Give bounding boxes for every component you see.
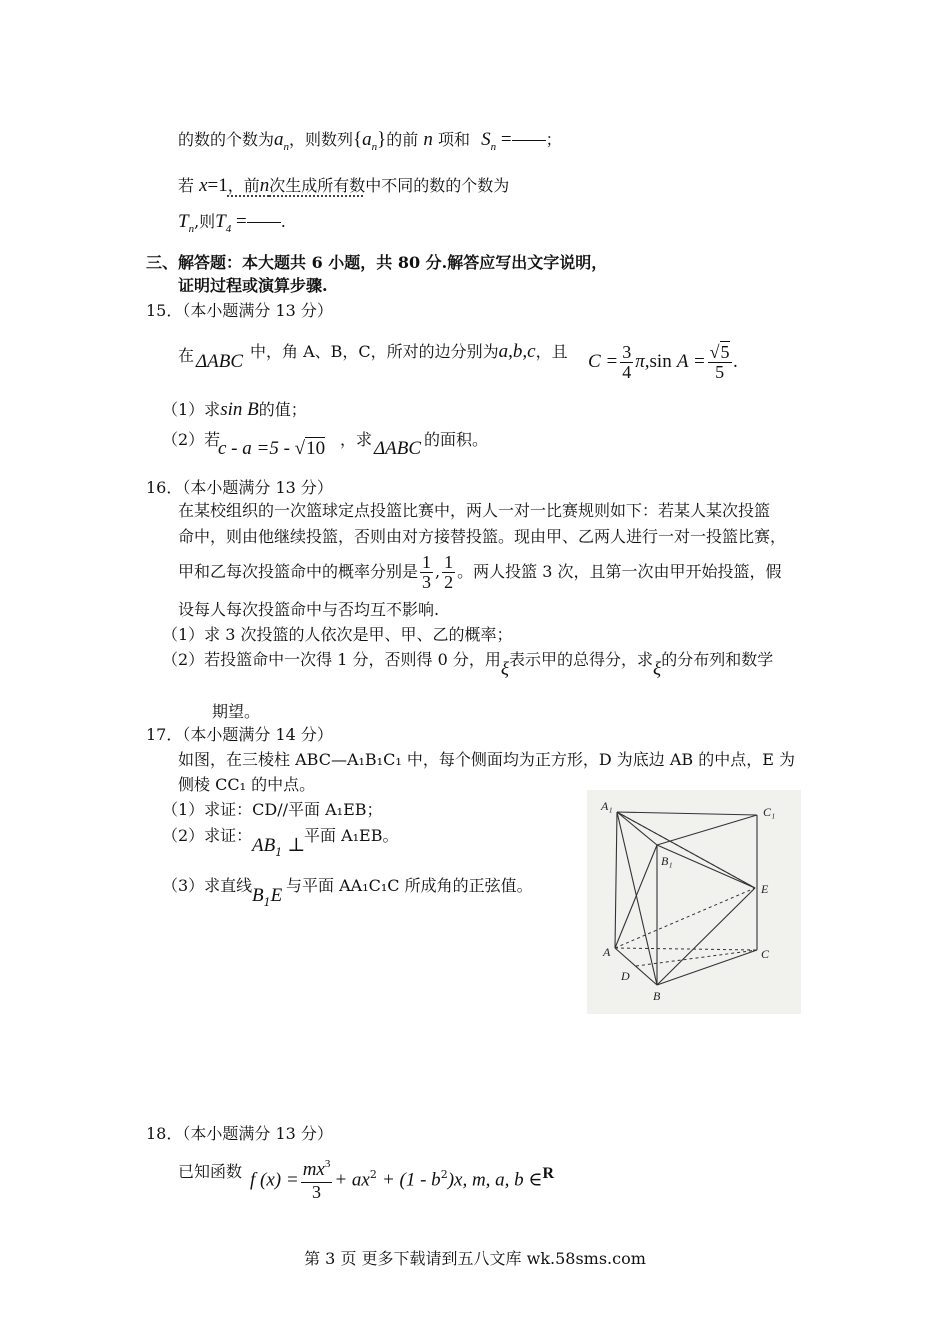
q14-text: ,则 [194,212,216,231]
b1e-math: B [252,885,264,906]
q17-text: （3）求直线 [162,876,253,895]
q17-part3 [162,876,252,896]
xi-math: ξ [653,659,662,680]
q14-line2 [178,176,509,196]
q15-stem [178,346,194,366]
q15-header: 15．（本小题满分 13 分） [146,301,333,320]
q16-text: （2）若投篮命中一次得 1 分，否则得 0 分，用 [162,650,501,669]
q15-text: （1）求 [162,400,221,419]
q14-text: 项和 [437,130,470,149]
q16-part2 [162,650,774,680]
q14-text: ； [545,130,562,149]
q14-text: 的数的个数为 [178,130,275,149]
q17-part2 [162,826,252,846]
q14-text: ，则数列 [289,130,354,149]
edge-a1b [617,812,657,985]
label-c: C [761,947,770,961]
c-math: C = [588,351,619,372]
answer-blank [247,222,281,223]
prism-figure [587,790,801,1014]
label-e: E [761,882,769,896]
q15-part2-c [424,430,488,450]
edge-bc [657,950,757,985]
fraction-3-4: $\frac{3}{4}$ [622,342,632,382]
sides-math: a,b,c [498,341,536,362]
label-b1: B₁ [661,854,673,868]
label-b: B [653,989,661,1003]
q14-text: 若 [178,176,195,195]
q15-text: 的值； [258,400,307,419]
q16-part1: （1）求 3 次投篮的人依次是甲、甲、乙的概率； [162,625,513,644]
n-math: n [423,129,433,150]
b2-math: + (1 - b [381,1169,441,1191]
q14-line1 [178,130,562,152]
answer-blank [512,140,546,141]
subscript: 1 [263,896,271,909]
pi-math: π, [635,351,650,372]
q17-part2-math [252,836,305,858]
q16-header: 16．（本小题满分 13 分） [146,478,333,497]
tn-math: $T_n$ [178,211,195,235]
q18-header: 18．（本小题满分 13 分） [146,1124,333,1143]
sn-math: $S_n$ = [481,129,512,153]
q15-part2 [162,430,220,450]
real-set-symbol: R [542,1164,555,1182]
q14-text: 的前 [386,130,419,149]
q17-part2-b: 平面 A₁EB。 [304,826,399,845]
q16-text: 的分布列和数学 [661,650,774,669]
comma: , [435,562,441,581]
q17-line2: 侧棱 CC₁ 的中点。 [178,775,316,794]
q14-text: . [280,212,286,231]
q15-text: 中，角 A、B，C，所对的边分别为 [250,342,499,361]
label-c1: C₁ [763,805,776,819]
q15-text: 在 [178,346,195,365]
edge-be [657,888,755,985]
q16-text: 表示甲的总得分，求 [509,650,654,669]
section3-heading-line2: 证明过程或演算步骤. [178,276,328,295]
t4-math: $T_4$ = [215,211,247,235]
edge-ac-hidden [615,948,757,950]
section3-heading: 三、解答题：本大题共 6 小题，共 80 分.解答应写出文字说明， [146,253,608,272]
fraction-1-3: $\frac{1}{3}$ [422,552,432,592]
q15-text: ，且 [535,342,568,361]
q15-condition [588,343,738,382]
edge-a1a [615,812,617,948]
q18-text: 已知函数 [178,1162,243,1181]
q14-line3 [178,212,286,234]
fraction-1-2: $\frac{1}{2}$ [444,552,454,592]
x-math: x [199,175,208,196]
q16-line4: 设每人每次投篮命中与否均互不影响. [178,600,440,619]
xi-math: ξ [500,659,510,680]
seq-math: $\{a_n\}$ [353,129,387,153]
q18-stem [178,1162,242,1182]
q15-part2-triangle: ΔABC [374,438,422,459]
subscript: 1 [275,846,283,859]
q17-part3-c: 与平面 AA₁C₁C 所成角的正弦值。 [286,876,533,895]
period: . [733,351,739,372]
fx-math: f (x) = [250,1169,299,1191]
ax2-math: + ax [334,1169,370,1191]
label-a1: A₁ [601,799,613,813]
ab1-math: AB [252,835,276,856]
q17-text: （2）求证： [162,826,253,845]
edge-b1c1 [657,815,757,845]
q16-text: 。两人投篮 3 次，且第一次由甲开始投篮，假 [457,562,782,581]
q16-part2-d: 期望。 [212,702,261,721]
label-a: A [603,945,611,959]
q15-part2-math [218,439,325,459]
q16-text: 甲和乙每次投篮命中的概率分别是 [178,562,419,581]
fraction-mx3-3: $\frac{mx^3}{3}$ [302,1158,331,1202]
label-d: D [621,969,630,983]
q15-part1 [162,400,307,420]
q16-line1: 在某校组织的一次篮球定点投篮比赛中，两人一对一比赛规则如下：若某人某次投篮 [178,501,771,520]
prism-diagram [587,790,801,1014]
vars-math: )x, m, a, b ∈ [447,1169,543,1191]
perp-symbol: ⊥ [287,835,306,856]
q16-line2: 命中，则由他继续投篮，否则由对方接替投篮。现由甲、乙两人进行一对一投篮比赛， [178,527,787,546]
an-math: $a_n$ [274,129,290,153]
q15-part2-b [340,430,372,450]
q14-text: 中不同的数的个数为 [365,176,510,195]
sinb-math: sin B [220,399,259,420]
q17-header: 17．（本小题满分 14 分） [146,725,333,744]
exponent: 2 [440,1167,448,1181]
edge-a1c1 [617,812,757,815]
q16-line3 [178,552,781,592]
q15-stem-b [250,342,568,362]
q15-text: （2）若 [162,430,221,449]
exponent: 2 [369,1167,377,1181]
fraction-sqrt5-5: $\frac{√5}{5}$ [709,342,730,382]
emphasis-text: ，前n次生成所有数 [227,175,366,196]
q15-triangle: ΔABC [196,351,244,372]
q17-part1: （1）求证：CD//平面 A₁EB； [162,800,383,819]
page-footer: 第 3 页 更多下载请到五八文库 wk.58sms.com [304,1249,646,1268]
a-math: A = [676,351,706,372]
q15-text: ，求 [340,430,373,449]
c-minus-a-math: c - a =5 - [218,438,295,459]
sqrt10-math: √10 [294,438,326,459]
e-math: E [270,885,283,906]
sin-math: sin [649,351,672,372]
q17-part3-math [252,886,282,908]
q18-function [250,1160,554,1202]
x-eq: =1 [207,175,228,196]
q17-line1: 如图，在三棱柱 ABC—A₁B₁C₁ 中，每个侧面均为正方形，D 为底边 AB 的中点，E 为 [178,750,795,769]
q15-text: 的面积。 [424,430,489,449]
edge-dc-hidden [636,950,757,966]
